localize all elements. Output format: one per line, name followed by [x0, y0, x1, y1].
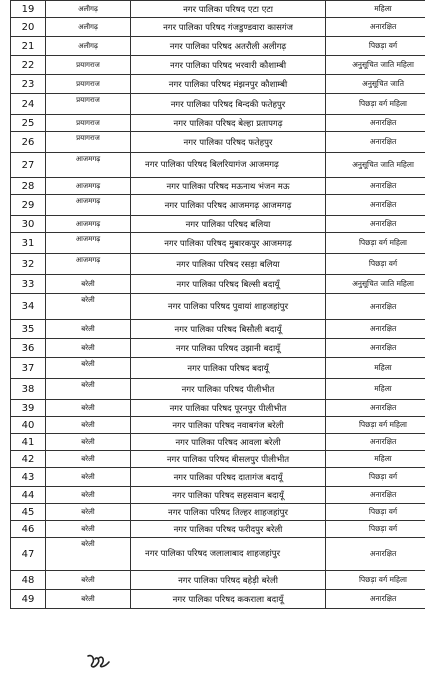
district-cell: अलीगढ़	[46, 37, 131, 56]
table-row	[11, 178, 425, 195]
serial-number-cell: 26	[11, 132, 46, 153]
district-cell: आजमगढ़	[46, 216, 131, 233]
table-row	[11, 487, 425, 504]
municipal-body-cell: नगर पालिका परिषद बहेड़ी बरेली	[131, 571, 326, 590]
table-row	[11, 417, 425, 434]
table-row	[11, 233, 425, 254]
municipal-body-cell: नगर पालिका परिषद बिसौली बदायूँ	[131, 320, 326, 339]
reservation-category-cell: महिला	[326, 379, 425, 400]
municipal-body-cell: नगर पालिका परिषद मऊनाथ भंजन मऊ	[131, 178, 326, 195]
serial-number-cell: 19	[11, 1, 46, 18]
district-cell: बरेली	[46, 417, 131, 434]
district-cell: बरेली	[46, 468, 131, 487]
serial-number-cell: 49	[11, 590, 46, 609]
reservation-category-cell: पिछड़ा वर्ग	[326, 504, 425, 521]
district-cell: बरेली	[46, 571, 131, 590]
table-row	[11, 590, 425, 609]
district-cell: आजमगढ़	[46, 153, 131, 178]
table-row	[11, 153, 425, 178]
district-cell: प्रयागराज	[46, 56, 131, 75]
table-row	[11, 538, 425, 571]
serial-number-cell: 35	[11, 320, 46, 339]
district-cell: प्रयागराज	[46, 94, 131, 115]
table-row	[11, 434, 425, 451]
municipal-body-cell: नगर पालिका परिषद मंझनपुर कौशाम्बी	[131, 75, 326, 94]
municipal-body-cell: नगर पालिका परिषद भरवारी कौशाम्बी	[131, 56, 326, 75]
reservation-table	[10, 0, 425, 609]
municipal-body-cell: नगर पालिका परिषद बदायूँ	[131, 358, 326, 379]
reservation-category-cell: महिला	[326, 358, 425, 379]
table-row	[11, 451, 425, 468]
municipal-body-cell: नगर पालिका परिषद अतरौली अलीगढ़	[131, 37, 326, 56]
reservation-category-cell: अनारक्षित	[326, 434, 425, 451]
reservation-category-cell: पिछड़ा वर्ग महिला	[326, 417, 425, 434]
reservation-category-cell: अनुसूचित जाति	[326, 75, 425, 94]
reservation-category-cell: अनारक्षित	[326, 487, 425, 504]
district-cell: बरेली	[46, 358, 131, 379]
reservation-category-cell: पिछड़ा वर्ग	[326, 37, 425, 56]
district-cell: बरेली	[46, 487, 131, 504]
serial-number-cell: 24	[11, 94, 46, 115]
table-row	[11, 320, 425, 339]
district-cell: बरेली	[46, 538, 131, 571]
serial-number-cell: 27	[11, 153, 46, 178]
reservation-category-cell: अनुसूचित जाति महिला	[326, 56, 425, 75]
serial-number-cell: 37	[11, 358, 46, 379]
municipal-body-cell: नगर पालिका परिषद गंजडुण्डवारा कासगंज	[131, 18, 326, 37]
reservation-category-cell: पिछड़ा वर्ग	[326, 521, 425, 538]
serial-number-cell: 32	[11, 254, 46, 275]
district-cell: बरेली	[46, 320, 131, 339]
reservation-category-cell: अनारक्षित	[326, 216, 425, 233]
district-cell: प्रयागराज	[46, 132, 131, 153]
municipal-body-cell: नगर पालिका परिषद पुवायां शाहजहांपुर	[131, 294, 326, 320]
reservation-category-cell: अनुसूचित जाति महिला	[326, 153, 425, 178]
serial-number-cell: 47	[11, 538, 46, 571]
table-row	[11, 132, 425, 153]
municipal-body-cell: नगर पालिका परिषद तिल्हर शाहजहांपुर	[131, 504, 326, 521]
reservation-category-cell: पिछड़ा वर्ग	[326, 468, 425, 487]
serial-number-cell: 30	[11, 216, 46, 233]
serial-number-cell: 28	[11, 178, 46, 195]
table-row	[11, 400, 425, 417]
table-row	[11, 1, 425, 18]
reservation-category-cell: महिला	[326, 1, 425, 18]
district-cell: प्रयागराज	[46, 75, 131, 94]
district-cell: बरेली	[46, 434, 131, 451]
serial-number-cell: 46	[11, 521, 46, 538]
serial-number-cell: 39	[11, 400, 46, 417]
municipal-body-cell: नगर पालिका परिषद रसड़ा बलिया	[131, 254, 326, 275]
municipal-body-cell: नगर पालिका परिषद आवला बरेली	[131, 434, 326, 451]
municipal-body-cell: नगर पालिका परिषद एटा एटा	[131, 1, 326, 18]
reservation-category-cell: अनारक्षित	[326, 400, 425, 417]
table-row	[11, 468, 425, 487]
district-cell: बरेली	[46, 504, 131, 521]
table-row	[11, 75, 425, 94]
district-cell: बरेली	[46, 294, 131, 320]
serial-number-cell: 21	[11, 37, 46, 56]
serial-number-cell: 20	[11, 18, 46, 37]
table-row	[11, 504, 425, 521]
reservation-category-cell: अनारक्षित	[326, 339, 425, 358]
district-cell: बरेली	[46, 590, 131, 609]
reservation-category-cell: अनारक्षित	[326, 294, 425, 320]
district-cell: अलीगढ़	[46, 1, 131, 18]
serial-number-cell: 23	[11, 75, 46, 94]
municipal-body-cell: नगर पालिका परिषद उझानी बदायूँ	[131, 339, 326, 358]
municipal-body-cell: नगर पालिका परिषद दातागंज बदायूँ	[131, 468, 326, 487]
municipal-body-cell: नगर पालिका परिषद बिन्दकी फतेहपुर	[131, 94, 326, 115]
serial-number-cell: 25	[11, 115, 46, 132]
reservation-category-cell: अनारक्षित	[326, 195, 425, 216]
reservation-category-cell: पिछड़ा वर्ग महिला	[326, 94, 425, 115]
serial-number-cell: 42	[11, 451, 46, 468]
district-cell: आजमगढ़	[46, 195, 131, 216]
table-row	[11, 275, 425, 294]
reservation-category-cell: पिछड़ा वर्ग महिला	[326, 233, 425, 254]
municipal-body-cell: नगर पालिका परिषद मुबारकपुर आजमगढ़	[131, 233, 326, 254]
municipal-body-cell: नगर पालिका परिषद नवाबगंज बरेली	[131, 417, 326, 434]
reservation-table-page	[10, 0, 420, 609]
table-row	[11, 521, 425, 538]
serial-number-cell: 34	[11, 294, 46, 320]
serial-number-cell: 29	[11, 195, 46, 216]
municipal-body-cell: नगर पालिका परिषद फरीदपुर बरेली	[131, 521, 326, 538]
reservation-category-cell: अनारक्षित	[326, 590, 425, 609]
table-row	[11, 216, 425, 233]
serial-number-cell: 33	[11, 275, 46, 294]
table-row	[11, 195, 425, 216]
municipal-body-cell: नगर पालिका परिषद पूरनपुर पीलीभीत	[131, 400, 326, 417]
serial-number-cell: 44	[11, 487, 46, 504]
district-cell: प्रयागराज	[46, 115, 131, 132]
serial-number-cell: 38	[11, 379, 46, 400]
district-cell: आजमगढ़	[46, 233, 131, 254]
municipal-body-cell: नगर पालिका परिषद पीलीभीत	[131, 379, 326, 400]
municipal-body-cell: नगर पालिका परिषद ककराला बदायूँ	[131, 590, 326, 609]
reservation-category-cell: अनारक्षित	[326, 178, 425, 195]
serial-number-cell: 41	[11, 434, 46, 451]
table-row	[11, 254, 425, 275]
reservation-category-cell: अनुसूचित जाति महिला	[326, 275, 425, 294]
reservation-category-cell: अनारक्षित	[326, 115, 425, 132]
district-cell: बरेली	[46, 275, 131, 294]
table-row	[11, 358, 425, 379]
serial-number-cell: 31	[11, 233, 46, 254]
reservation-category-cell: अनारक्षित	[326, 18, 425, 37]
table-row	[11, 115, 425, 132]
district-cell: बरेली	[46, 339, 131, 358]
reservation-category-cell: अनारक्षित	[326, 538, 425, 571]
serial-number-cell: 36	[11, 339, 46, 358]
reservation-category-cell: अनारक्षित	[326, 132, 425, 153]
table-row	[11, 294, 425, 320]
district-cell: आजमगढ़	[46, 178, 131, 195]
serial-number-cell: 43	[11, 468, 46, 487]
reservation-category-cell: पिछड़ा वर्ग	[326, 254, 425, 275]
municipal-body-cell: नगर पालिका परिषद फतेहपुर	[131, 132, 326, 153]
signature-mark	[85, 652, 113, 672]
district-cell: बरेली	[46, 400, 131, 417]
municipal-body-cell: नगर पालिका परिषद बिलरियागंज आजमगढ़	[131, 153, 326, 178]
table-row	[11, 94, 425, 115]
table-row	[11, 18, 425, 37]
municipal-body-cell: नगर पालिका परिषद सहसवान बदायूँ	[131, 487, 326, 504]
district-cell: अलीगढ़	[46, 18, 131, 37]
table-body	[11, 1, 425, 609]
serial-number-cell: 45	[11, 504, 46, 521]
district-cell: बरेली	[46, 451, 131, 468]
reservation-category-cell: पिछड़ा वर्ग महिला	[326, 571, 425, 590]
table-row	[11, 56, 425, 75]
district-cell: बरेली	[46, 521, 131, 538]
serial-number-cell: 40	[11, 417, 46, 434]
reservation-category-cell: महिला	[326, 451, 425, 468]
district-cell: बरेली	[46, 379, 131, 400]
municipal-body-cell: नगर पालिका परिषद जलालाबाद शाहजहांपुर	[131, 538, 326, 571]
municipal-body-cell: नगर पालिका परिषद बीसलपुर पीलीभीत	[131, 451, 326, 468]
serial-number-cell: 48	[11, 571, 46, 590]
municipal-body-cell: नगर पालिका परिषद बलिया	[131, 216, 326, 233]
table-row	[11, 379, 425, 400]
district-cell: आजमगढ़	[46, 254, 131, 275]
municipal-body-cell: नगर पालिका परिषद बिल्सी बदायूँ	[131, 275, 326, 294]
table-row	[11, 339, 425, 358]
serial-number-cell: 22	[11, 56, 46, 75]
municipal-body-cell: नगर पालिका परिषद बेल्हा प्रतापगढ़	[131, 115, 326, 132]
table-row	[11, 37, 425, 56]
reservation-category-cell: अनारक्षित	[326, 320, 425, 339]
municipal-body-cell: नगर पालिका परिषद आजमगढ़ आजमगढ़	[131, 195, 326, 216]
table-row	[11, 571, 425, 590]
